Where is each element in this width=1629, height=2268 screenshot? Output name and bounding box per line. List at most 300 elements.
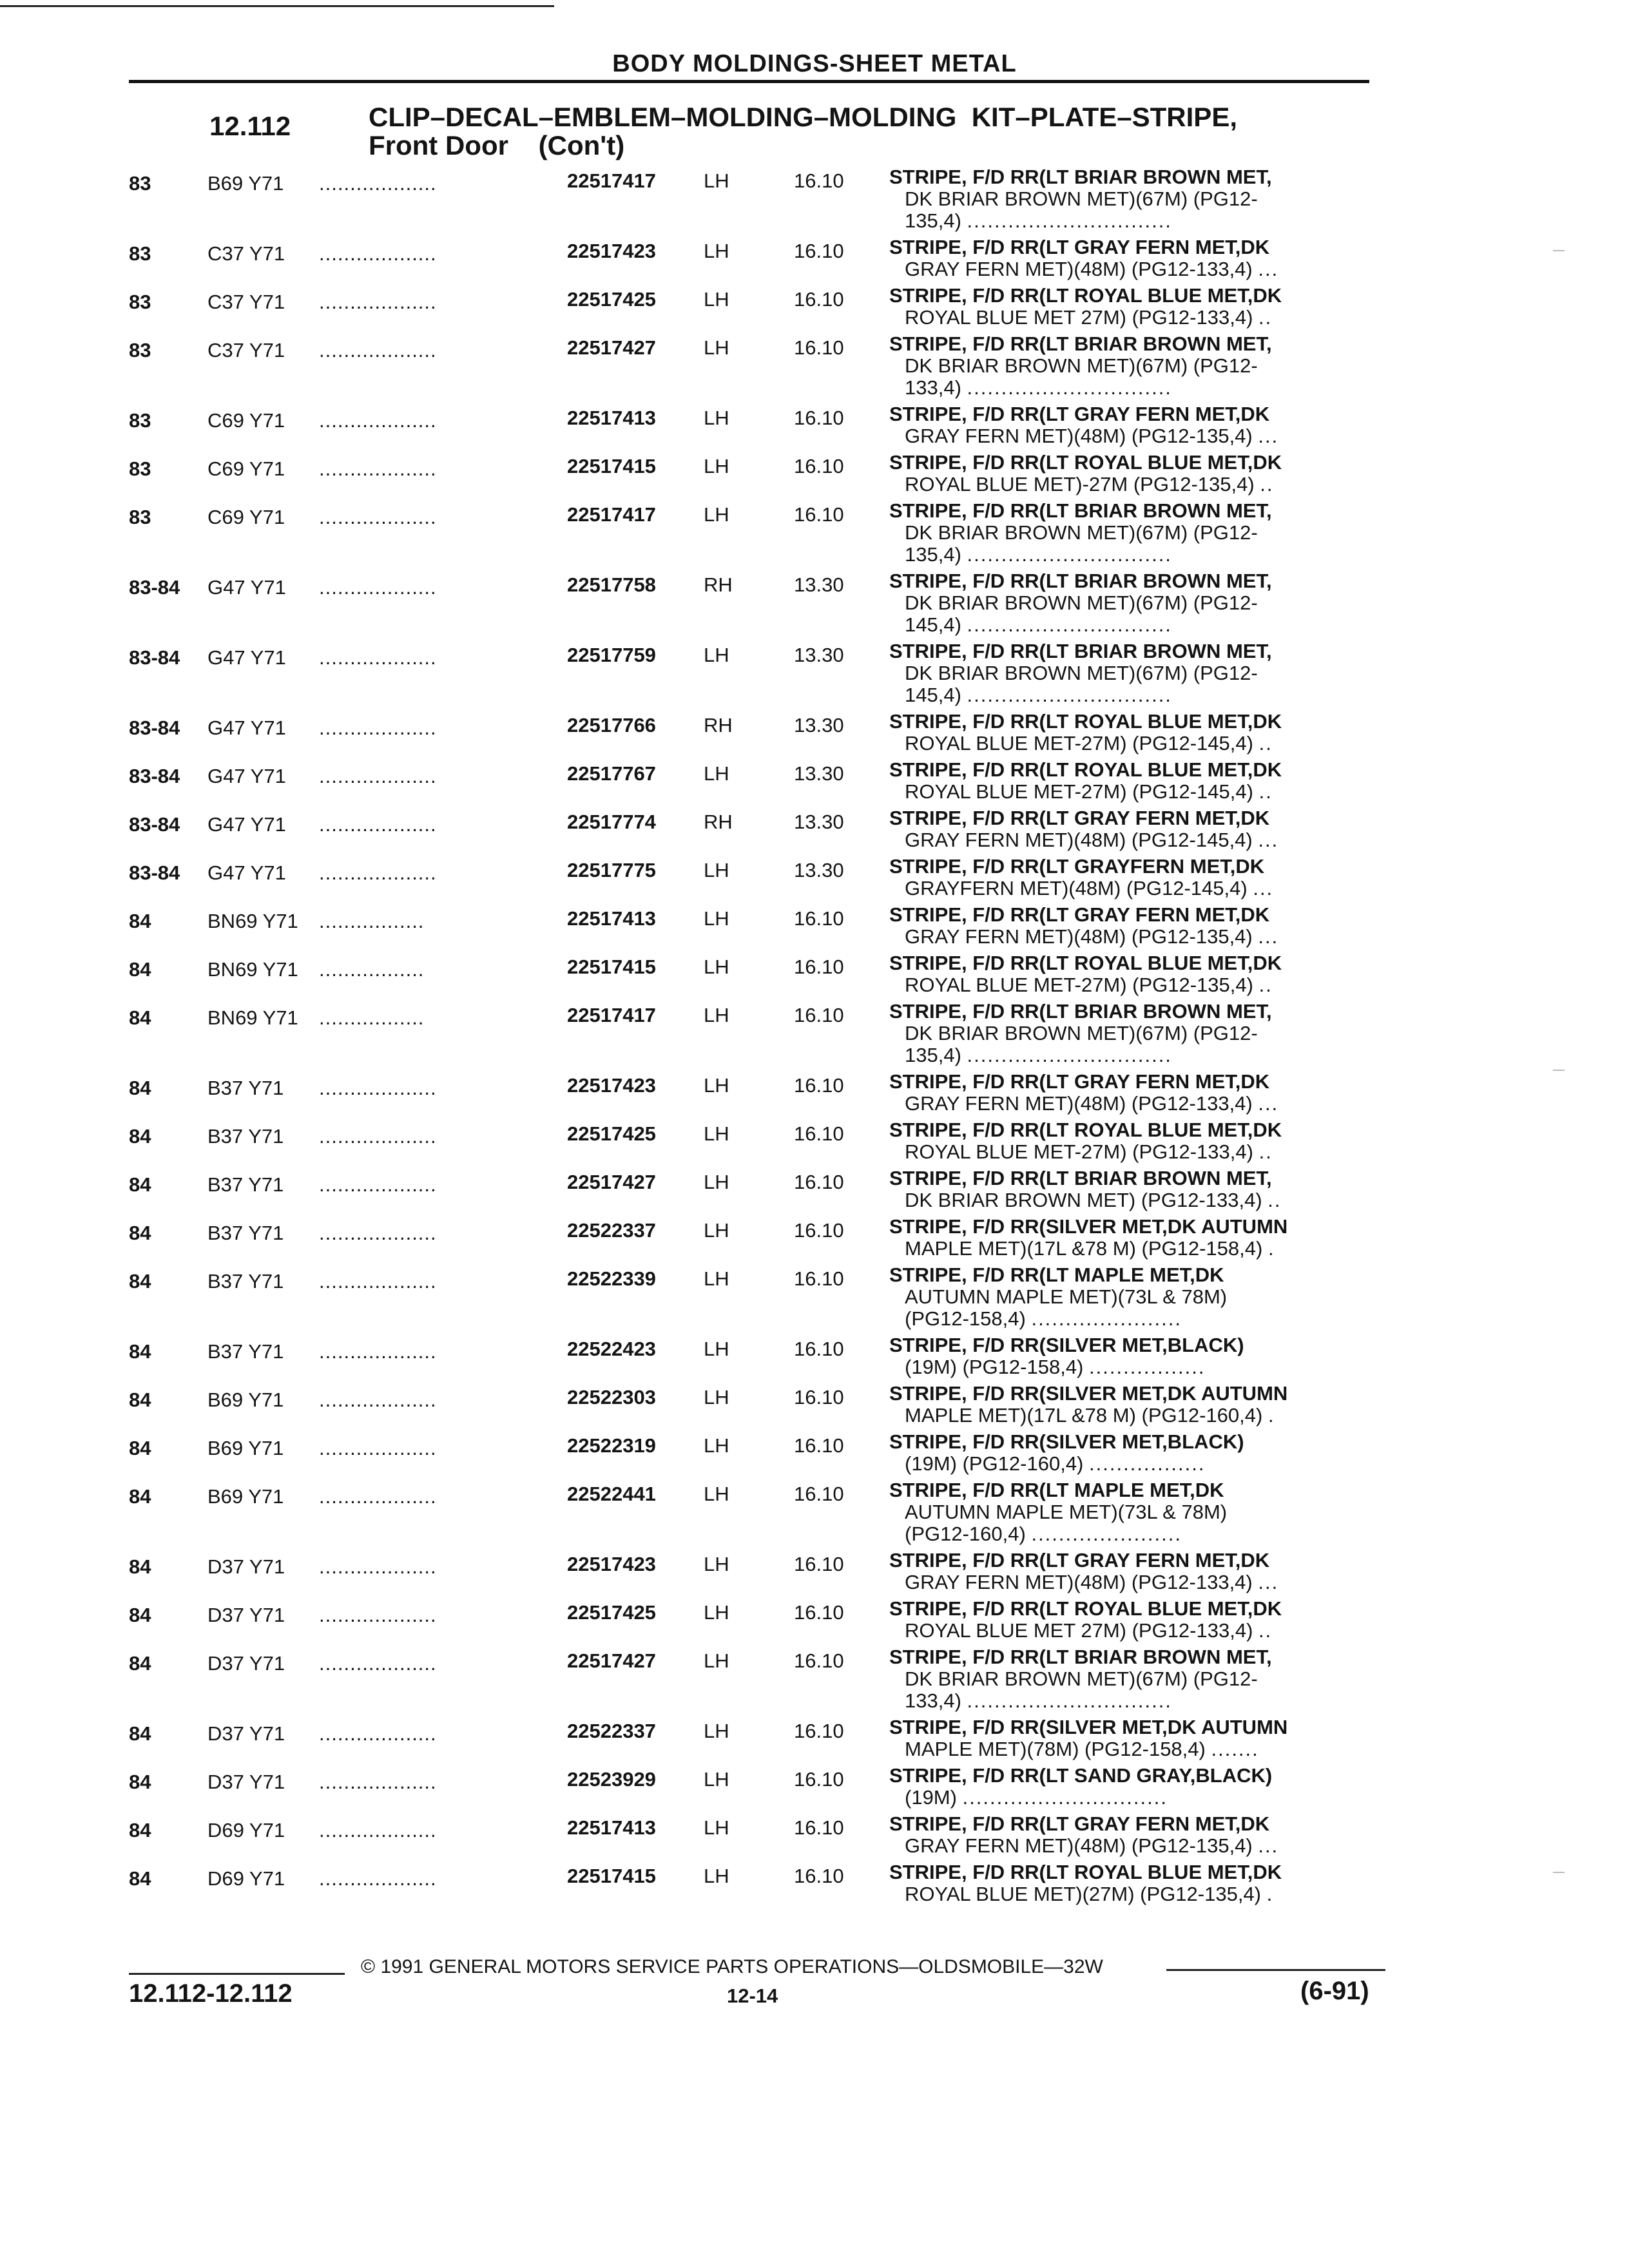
part-year: 83-84: [129, 646, 180, 669]
description-line: [889, 474, 1379, 495]
body-code: C37 Y71: [207, 242, 285, 265]
description-line: [889, 1501, 1379, 1523]
description-line: [889, 592, 1379, 614]
part-year: 84: [129, 958, 151, 981]
description-line: [889, 166, 1379, 188]
description-text: STRIPE, F/D RR(LT ROYAL BLUE MET,DK: [889, 1861, 1282, 1883]
side-code: LH: [704, 1219, 729, 1242]
body-code: G47 Y71: [207, 716, 286, 739]
body-code: C69 Y71: [207, 506, 285, 528]
description-line: [889, 878, 1379, 899]
quantity-price: 16.10: [794, 336, 844, 359]
part-year: 84: [129, 1819, 151, 1841]
body-code: G47 Y71: [207, 646, 286, 669]
part-number: 22517415: [567, 1865, 656, 1887]
description-leader: ..............................: [967, 377, 1172, 399]
description-line: [889, 1001, 1379, 1023]
table-row: [0, 1216, 1629, 1264]
part-description: [889, 1071, 1379, 1115]
side-code: LH: [704, 1483, 729, 1505]
description-text: DK BRIAR BROWN MET)(67M) (PG12-: [905, 1023, 1258, 1044]
part-number: 22517767: [567, 762, 656, 785]
description-leader: ......................: [1031, 1308, 1182, 1330]
description-text: STRIPE, F/D RR(LT BRIAR BROWN MET,: [889, 570, 1272, 592]
margin-mark: [1553, 1070, 1565, 1071]
side-code: LH: [704, 1338, 729, 1360]
description-text: DK BRIAR BROWN MET)(67M) (PG12-: [905, 662, 1258, 684]
description-text: MAPLE MET)(78M) (PG12-158,4): [905, 1738, 1206, 1760]
quantity-price: 13.30: [794, 762, 844, 785]
description-line: [889, 1356, 1379, 1378]
description-line: [889, 236, 1379, 258]
dot-leader: ...................: [319, 1867, 437, 1890]
side-code: LH: [704, 859, 729, 881]
table-row: [0, 1168, 1629, 1216]
dot-leader: .................: [319, 1006, 425, 1029]
quantity-price: 13.30: [794, 811, 844, 833]
description-line: [889, 1453, 1379, 1475]
side-code: LH: [704, 1074, 729, 1097]
description-line: [889, 759, 1379, 781]
description-text: STRIPE, F/D RR(SILVER MET,DK AUTUMN: [889, 1216, 1288, 1238]
description-line: [889, 570, 1379, 592]
body-code: B69 Y71: [207, 1389, 284, 1411]
part-description: [889, 452, 1379, 495]
description-text: GRAY FERN MET)(48M) (PG12-133,4): [905, 1093, 1253, 1115]
side-code: RH: [704, 573, 733, 596]
part-year: 84: [129, 1771, 151, 1793]
description-line: [889, 285, 1379, 307]
footer-rule-left: [129, 1973, 345, 1975]
table-row: [0, 952, 1629, 1001]
part-year: 83-84: [129, 576, 180, 599]
quantity-price: 16.10: [794, 1434, 844, 1457]
part-year: 84: [129, 1173, 151, 1196]
part-year: 83-84: [129, 861, 180, 884]
top-rule: [0, 5, 554, 7]
description-leader: ...: [1258, 926, 1279, 948]
description-leader: ..............................: [967, 544, 1172, 566]
description-text: (19M): [905, 1787, 957, 1809]
description-text: STRIPE, F/D RR(SILVER MET,BLACK): [889, 1431, 1244, 1453]
description-text: (19M) (PG12-158,4): [905, 1356, 1084, 1378]
description-line: [889, 307, 1379, 329]
description-line: [889, 355, 1379, 377]
description-line: [889, 1286, 1379, 1308]
part-year: 84: [129, 1604, 151, 1626]
side-code: LH: [704, 1865, 729, 1887]
quantity-price: 16.10: [794, 288, 844, 311]
side-code: LH: [704, 1720, 729, 1742]
dot-leader: ...................: [319, 1555, 437, 1578]
description-line: [889, 1431, 1379, 1453]
description-line: [889, 640, 1379, 662]
description-line: [889, 856, 1379, 878]
part-year: 84: [129, 1722, 151, 1745]
description-line: [889, 1383, 1379, 1405]
footer-page-number: 12-14: [727, 1984, 778, 2007]
table-row: [0, 904, 1629, 952]
description-line: [889, 1044, 1379, 1066]
part-number: 22517415: [567, 455, 656, 477]
description-line: [889, 1835, 1379, 1857]
dot-leader: ...................: [319, 1222, 437, 1244]
description-text: STRIPE, F/D RR(LT BRIAR BROWN MET,: [889, 333, 1272, 355]
dot-leader: ...................: [319, 1173, 437, 1196]
table-row: [0, 285, 1629, 333]
side-code: LH: [704, 762, 729, 785]
body-code: D37 Y71: [207, 1771, 285, 1793]
table-row: [0, 500, 1629, 570]
description-text: 133,4): [905, 377, 961, 399]
quantity-price: 16.10: [794, 1074, 844, 1097]
part-description: [889, 640, 1379, 706]
dot-leader: ...................: [319, 765, 437, 787]
description-text: 145,4): [905, 614, 961, 636]
margin-mark: [1553, 1872, 1565, 1873]
description-text: STRIPE, F/D RR(LT GRAY FERN MET,DK: [889, 1813, 1270, 1835]
quantity-price: 16.10: [794, 1338, 844, 1360]
side-code: LH: [704, 1553, 729, 1575]
quantity-price: 13.30: [794, 573, 844, 596]
description-text: ROYAL BLUE MET-27M) (PG12-133,4): [905, 1141, 1253, 1163]
description-line: [889, 614, 1379, 636]
description-text: GRAYFERN MET)(48M) (PG12-145,4): [905, 878, 1248, 899]
description-text: 145,4): [905, 684, 961, 706]
part-year: 83-84: [129, 813, 180, 836]
part-year: 83: [129, 457, 151, 480]
table-row: [0, 807, 1629, 856]
part-description: [889, 1598, 1379, 1642]
dot-leader: ...................: [319, 813, 437, 836]
header-rule: [129, 80, 1369, 83]
part-year: 84: [129, 1125, 151, 1148]
body-code: B37 Y71: [207, 1173, 284, 1196]
description-line: [889, 1883, 1379, 1905]
side-code: LH: [704, 1434, 729, 1457]
description-leader: ..: [1258, 1141, 1273, 1163]
table-row: [0, 640, 1629, 711]
description-text: STRIPE, F/D RR(LT ROYAL BLUE MET,DK: [889, 711, 1282, 733]
part-description: [889, 1765, 1379, 1809]
quantity-price: 13.30: [794, 859, 844, 881]
dot-leader: ...................: [319, 576, 437, 599]
description-text: STRIPE, F/D RR(LT BRIAR BROWN MET,: [889, 1001, 1272, 1023]
table-row: [0, 856, 1629, 904]
description-text: STRIPE, F/D RR(LT BRIAR BROWN MET,: [889, 1646, 1272, 1668]
side-code: LH: [704, 1816, 729, 1839]
quantity-price: 16.10: [794, 169, 844, 192]
quantity-price: 16.10: [794, 1865, 844, 1887]
part-number: 22517413: [567, 1816, 656, 1839]
part-number: 22522319: [567, 1434, 656, 1457]
table-row: [0, 1264, 1629, 1334]
description-line: [889, 1861, 1379, 1883]
description-leader: ..: [1258, 781, 1273, 803]
part-year: 84: [129, 1340, 151, 1363]
description-line: [889, 1550, 1379, 1571]
description-text: DK BRIAR BROWN MET)(67M) (PG12-: [905, 522, 1258, 544]
part-number: 22517423: [567, 240, 656, 262]
part-description: [889, 1216, 1379, 1260]
description-text: STRIPE, F/D RR(LT MAPLE MET,DK: [889, 1479, 1224, 1501]
part-number: 22522337: [567, 1720, 656, 1742]
body-code: B69 Y71: [207, 172, 284, 195]
part-year: 84: [129, 1077, 151, 1099]
side-code: LH: [704, 1267, 729, 1290]
description-line: [889, 1571, 1379, 1593]
dot-leader: ...................: [319, 242, 437, 265]
description-text: (PG12-160,4): [905, 1523, 1026, 1545]
part-year: 84: [129, 1437, 151, 1459]
description-line: [889, 188, 1379, 210]
part-number: 22517758: [567, 573, 656, 596]
parts-table: [0, 166, 1629, 1910]
part-number: 22517413: [567, 407, 656, 429]
description-text: STRIPE, F/D RR(LT BRIAR BROWN MET,: [889, 640, 1272, 662]
part-description: [889, 1813, 1379, 1857]
description-text: STRIPE, F/D RR(SILVER MET,BLACK): [889, 1334, 1244, 1356]
description-leader: .: [1268, 1238, 1275, 1260]
dot-leader: ...................: [319, 172, 437, 195]
part-number: 22517423: [567, 1553, 656, 1575]
body-code: D37 Y71: [207, 1604, 285, 1626]
description-text: ROYAL BLUE MET 27M) (PG12-133,4): [905, 1620, 1253, 1642]
description-line: [889, 1813, 1379, 1835]
quantity-price: 13.30: [794, 714, 844, 736]
dot-leader: ...................: [319, 1819, 437, 1841]
dot-leader: .................: [319, 958, 425, 981]
description-text: 135,4): [905, 1044, 961, 1066]
description-leader: ...: [1253, 878, 1274, 899]
dot-leader: ...................: [319, 1340, 437, 1363]
description-line: [889, 684, 1379, 706]
dot-leader: ...................: [319, 1652, 437, 1675]
part-year: 83: [129, 242, 151, 265]
description-leader: ...: [1258, 258, 1279, 280]
description-line: [889, 1787, 1379, 1809]
description-leader: ..............................: [967, 210, 1172, 232]
part-description: [889, 1479, 1379, 1545]
description-line: [889, 1023, 1379, 1044]
part-description: [889, 1861, 1379, 1905]
part-number: 22517425: [567, 1601, 656, 1624]
part-description: [889, 166, 1379, 232]
body-code: B37 Y71: [207, 1125, 284, 1148]
description-leader: ..: [1258, 733, 1273, 754]
table-row: [0, 403, 1629, 452]
quantity-price: 16.10: [794, 1720, 844, 1742]
description-line: [889, 1119, 1379, 1141]
description-line: [889, 781, 1379, 803]
part-year: 84: [129, 1006, 151, 1029]
description-line: [889, 662, 1379, 684]
quantity-price: 16.10: [794, 503, 844, 526]
description-text: (19M) (PG12-160,4): [905, 1453, 1084, 1475]
side-code: LH: [704, 336, 729, 359]
body-code: B37 Y71: [207, 1340, 284, 1363]
description-line: [889, 1620, 1379, 1642]
description-line: [889, 952, 1379, 974]
description-text: ROYAL BLUE MET)(27M) (PG12-135,4): [905, 1883, 1261, 1905]
description-leader: .: [1266, 1883, 1274, 1905]
part-year: 84: [129, 1222, 151, 1244]
description-leader: ...: [1258, 1835, 1279, 1857]
description-text: STRIPE, F/D RR(LT GRAY FERN MET,DK: [889, 403, 1270, 425]
side-code: LH: [704, 1122, 729, 1145]
side-code: RH: [704, 714, 733, 736]
quantity-price: 16.10: [794, 1267, 844, 1290]
group-title: [369, 103, 1237, 160]
description-text: ROYAL BLUE MET 27M) (PG12-133,4): [905, 307, 1253, 329]
description-text: STRIPE, F/D RR(LT MAPLE MET,DK: [889, 1264, 1224, 1286]
table-row: [0, 1383, 1629, 1431]
body-code: BN69 Y71: [207, 958, 298, 981]
description-leader: ...: [1258, 1093, 1279, 1115]
side-code: LH: [704, 907, 729, 930]
part-number: 22517413: [567, 907, 656, 930]
description-line: [889, 904, 1379, 926]
body-code: B69 Y71: [207, 1485, 284, 1508]
body-code: C37 Y71: [207, 291, 285, 313]
side-code: LH: [704, 1004, 729, 1026]
part-year: 83: [129, 291, 151, 313]
description-text: STRIPE, F/D RR(LT SAND GRAY,BLACK): [889, 1765, 1273, 1787]
part-description: [889, 1383, 1379, 1427]
quantity-price: 16.10: [794, 956, 844, 978]
description-leader: ..............................: [967, 684, 1172, 706]
description-line: [889, 1141, 1379, 1163]
description-text: 135,4): [905, 210, 961, 232]
part-description: [889, 856, 1379, 899]
description-text: DK BRIAR BROWN MET)(67M) (PG12-: [905, 188, 1258, 210]
description-text: STRIPE, F/D RR(LT ROYAL BLUE MET,DK: [889, 452, 1282, 474]
body-code: D37 Y71: [207, 1722, 285, 1745]
description-leader: ..: [1258, 974, 1273, 996]
description-line: [889, 333, 1379, 355]
quantity-price: 16.10: [794, 1768, 844, 1791]
group-number: 12.112: [209, 111, 291, 141]
quantity-price: 13.30: [794, 644, 844, 666]
part-number: 22522303: [567, 1386, 656, 1408]
part-description: [889, 500, 1379, 566]
description-text: ROYAL BLUE MET-27M) (PG12-145,4): [905, 733, 1253, 754]
table-row: [0, 452, 1629, 500]
part-description: [889, 904, 1379, 948]
footer-copyright: © 1991 GENERAL MOTORS SERVICE PARTS OPERATIONS—OLDSMOBILE—32W: [361, 1956, 1103, 1977]
table-row: [0, 1765, 1629, 1813]
quantity-price: 16.10: [794, 1649, 844, 1672]
table-row: [0, 711, 1629, 759]
description-line: [889, 452, 1379, 474]
part-description: [889, 1431, 1379, 1475]
dot-leader: .................: [319, 910, 425, 932]
part-year: 84: [129, 1652, 151, 1675]
group-title-line-2: Front Door (Con't): [369, 130, 625, 160]
part-year: 84: [129, 1485, 151, 1508]
description-line: [889, 210, 1379, 232]
part-number: 22517427: [567, 336, 656, 359]
part-year: 84: [129, 910, 151, 932]
table-row: [0, 1479, 1629, 1550]
description-line: [889, 1668, 1379, 1690]
description-text: GRAY FERN MET)(48M) (PG12-135,4): [905, 926, 1253, 948]
table-row: [0, 1813, 1629, 1861]
table-row: [0, 1071, 1629, 1119]
part-year: 83-84: [129, 765, 180, 787]
part-number: 22517759: [567, 644, 656, 666]
part-description: [889, 333, 1379, 399]
table-row: [0, 166, 1629, 236]
side-code: LH: [704, 503, 729, 526]
side-code: LH: [704, 169, 729, 192]
description-line: [889, 403, 1379, 425]
part-number: 22522337: [567, 1219, 656, 1242]
description-text: STRIPE, F/D RR(LT ROYAL BLUE MET,DK: [889, 952, 1282, 974]
description-leader: ..............................: [967, 1690, 1172, 1712]
quantity-price: 16.10: [794, 1483, 844, 1505]
description-line: [889, 425, 1379, 447]
part-description: [889, 1264, 1379, 1330]
side-code: LH: [704, 240, 729, 262]
body-code: BN69 Y71: [207, 910, 298, 932]
description-leader: .................: [1089, 1453, 1206, 1475]
part-description: [889, 711, 1379, 754]
description-text: GRAY FERN MET)(48M) (PG12-133,4): [905, 1571, 1253, 1593]
body-code: G47 Y71: [207, 861, 286, 884]
part-year: 84: [129, 1389, 151, 1411]
part-number: 22522339: [567, 1267, 656, 1290]
description-line: [889, 711, 1379, 733]
part-number: 22517423: [567, 1074, 656, 1097]
part-number: 22522423: [567, 1338, 656, 1360]
description-line: [889, 1308, 1379, 1330]
description-text: STRIPE, F/D RR(LT BRIAR BROWN MET,: [889, 1168, 1272, 1189]
dot-leader: ...................: [319, 646, 437, 669]
dot-leader: ...................: [319, 716, 437, 739]
description-text: STRIPE, F/D RR(LT GRAY FERN MET,DK: [889, 1550, 1270, 1571]
side-code: LH: [704, 1768, 729, 1791]
table-row: [0, 570, 1629, 640]
description-leader: ...: [1258, 829, 1279, 851]
description-text: ROYAL BLUE MET-27M) (PG12-135,4): [905, 974, 1253, 996]
description-leader: .: [1268, 1405, 1275, 1427]
dot-leader: ...................: [319, 1604, 437, 1626]
side-code: RH: [704, 811, 733, 833]
side-code: LH: [704, 1649, 729, 1672]
description-text: DK BRIAR BROWN MET) (PG12-133,4): [905, 1189, 1262, 1211]
description-text: DK BRIAR BROWN MET)(67M) (PG12-: [905, 355, 1258, 377]
part-number: 22517417: [567, 169, 656, 192]
description-text: 133,4): [905, 1690, 961, 1712]
description-text: GRAY FERN MET)(48M) (PG12-133,4): [905, 258, 1253, 280]
body-code: C37 Y71: [207, 339, 285, 361]
table-row: [0, 1861, 1629, 1910]
description-text: MAPLE MET)(17L &78 M) (PG12-158,4): [905, 1238, 1263, 1260]
description-line: [889, 974, 1379, 996]
description-text: GRAY FERN MET)(48M) (PG12-145,4): [905, 829, 1253, 851]
description-text: DK BRIAR BROWN MET)(67M) (PG12-: [905, 1668, 1258, 1690]
dot-leader: ...................: [319, 1485, 437, 1508]
body-code: B37 Y71: [207, 1222, 284, 1244]
body-code: B37 Y71: [207, 1077, 284, 1099]
description-text: STRIPE, F/D RR(LT BRIAR BROWN MET,: [889, 500, 1272, 522]
description-text: STRIPE, F/D RR(LT ROYAL BLUE MET,DK: [889, 285, 1282, 307]
description-line: [889, 1598, 1379, 1620]
side-code: LH: [704, 644, 729, 666]
description-text: MAPLE MET)(17L &78 M) (PG12-160,4): [905, 1405, 1263, 1427]
dot-leader: ...................: [319, 506, 437, 528]
